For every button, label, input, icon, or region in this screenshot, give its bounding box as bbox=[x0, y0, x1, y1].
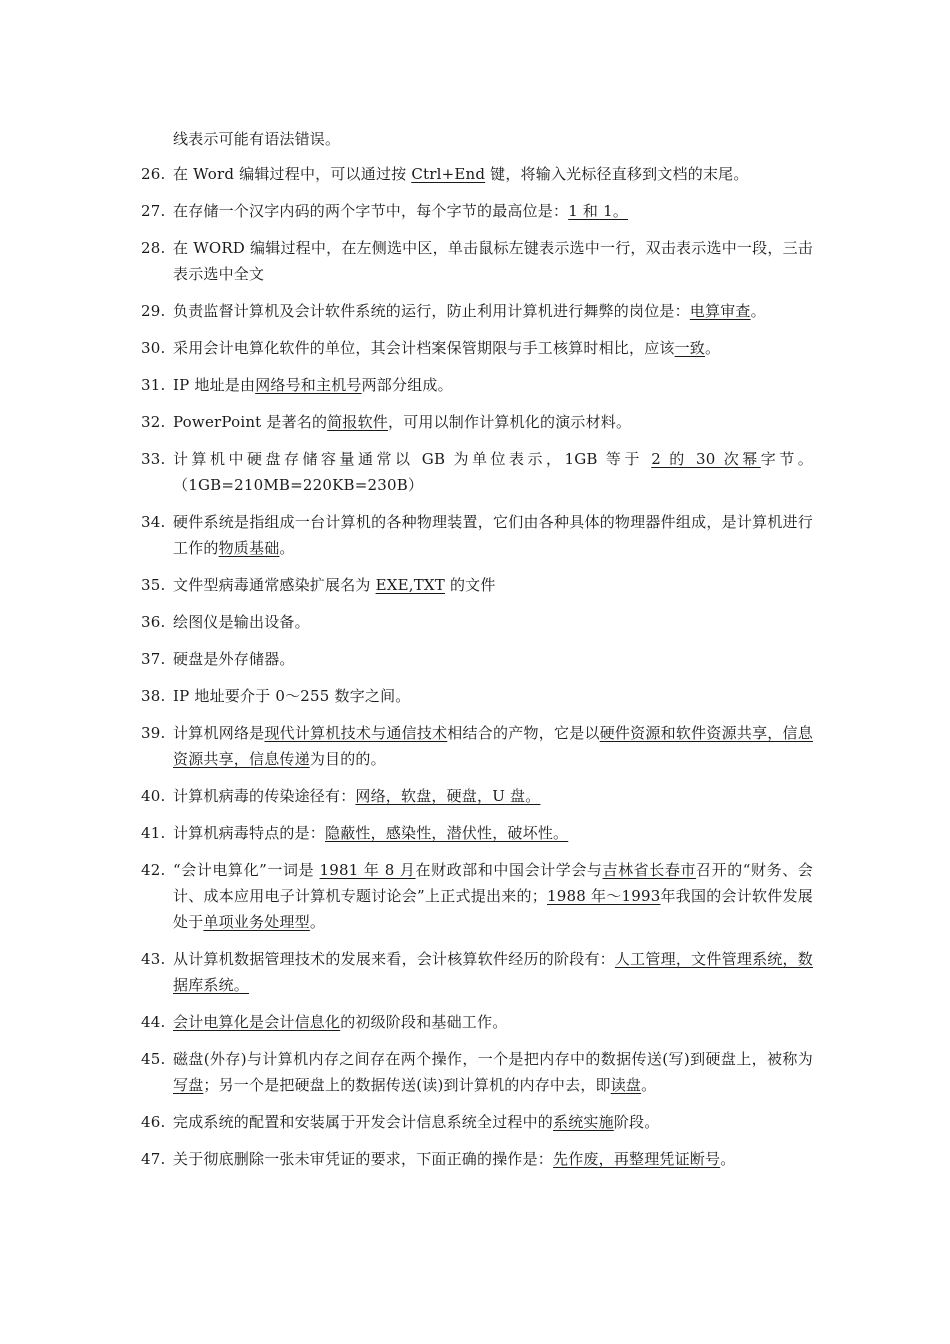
list-item bbox=[141, 946, 813, 998]
list-item bbox=[141, 335, 813, 361]
underlined-answer: 会计电算化是会计信息化 bbox=[173, 1013, 341, 1031]
item-text: 负责监督计算机及会计软件系统的运行，防止利用计算机进行舞弊的岗位是： bbox=[173, 302, 690, 320]
list-item bbox=[141, 572, 813, 598]
list-item bbox=[141, 1146, 813, 1172]
item-number: 47. bbox=[141, 1150, 166, 1168]
underlined-answer: 先作废，再整理凭证断号 bbox=[553, 1150, 721, 1168]
item-text: 。 bbox=[279, 539, 295, 557]
underlined-answer: 系统实施 bbox=[553, 1113, 614, 1131]
item-number: 37. bbox=[141, 650, 166, 668]
item-number: 32. bbox=[141, 413, 166, 431]
item-text: 计算机中硬盘存储容量通常以 GB 为单位表示，1GB 等于 bbox=[173, 450, 652, 468]
item-number: 36. bbox=[141, 613, 166, 631]
item-text: 计算机病毒的传染途径有： bbox=[173, 787, 356, 805]
list-item bbox=[141, 1109, 813, 1135]
list-item bbox=[141, 783, 813, 809]
item-text: 。 bbox=[750, 302, 766, 320]
underlined-answer: 写盘 bbox=[173, 1076, 204, 1094]
item-text: 相结合的产物，它是以 bbox=[447, 724, 600, 742]
underlined-answer: 硬件资源和软件资源共享，信息资源共享，信息传递 bbox=[173, 724, 813, 768]
underlined-answer: 1 和 1。 bbox=[568, 202, 629, 220]
list-item bbox=[141, 609, 813, 635]
item-number: 46. bbox=[141, 1113, 166, 1131]
item-text: 磁盘(外存)与计算机内存之间存在两个操作，一个是把内存中的数据传送(写)到硬盘上，被称为 bbox=[173, 1050, 813, 1068]
item-number: 42. bbox=[141, 861, 166, 879]
item-text: ；另一个是把硬盘上的数据传送(读)到计算机的内存中去，即 bbox=[203, 1076, 611, 1094]
item-text: 字节。（1GB=210MB=220KB=230B） bbox=[173, 450, 813, 494]
item-text: 的文件 bbox=[445, 576, 496, 594]
item-text: 阶段。 bbox=[613, 1113, 660, 1131]
underlined-answer: 人工管理，文件管理系统，数据库系统。 bbox=[173, 950, 813, 994]
item-number: 31. bbox=[141, 376, 166, 394]
item-text: 计算机病毒特点的是： bbox=[173, 824, 326, 842]
underlined-answer: 一致 bbox=[674, 339, 706, 357]
list-item bbox=[141, 235, 813, 287]
item-text: 为目的的。 bbox=[309, 750, 386, 768]
item-text: 年我国的会计软件发展处于 bbox=[173, 887, 813, 931]
item-text: 文件型病毒通常感染扩展名为 bbox=[173, 576, 376, 594]
list-item bbox=[141, 298, 813, 324]
item-number: 30. bbox=[141, 339, 166, 357]
underlined-answer: 电算审查 bbox=[689, 302, 751, 320]
item-number: 39. bbox=[141, 724, 166, 742]
item-number: 27. bbox=[141, 202, 166, 220]
list-item bbox=[141, 820, 813, 846]
item-text: “会计电算化”一词是 bbox=[173, 861, 320, 879]
item-text: 。 bbox=[720, 1150, 736, 1168]
item-text: 两部分组成。 bbox=[361, 376, 453, 394]
item-text: 完成系统的配置和安装属于开发会计信息系统全过程中的 bbox=[173, 1113, 554, 1131]
item-text: 关于彻底删除一张未审凭证的要求，下面正确的操作是： bbox=[173, 1150, 554, 1168]
underlined-answer: 1988 年～1993 bbox=[546, 887, 661, 905]
continuation-text: 线表示可能有语法错误。 bbox=[173, 130, 341, 148]
item-number: 35. bbox=[141, 576, 166, 594]
list-item bbox=[141, 198, 813, 224]
underlined-answer: Ctrl+End bbox=[411, 165, 486, 183]
underlined-answer: 2 的 30 次幂 bbox=[651, 450, 761, 468]
item-text: IP 地址要介于 0～255 数字之间。 bbox=[173, 687, 411, 705]
item-number: 43. bbox=[141, 950, 166, 968]
item-text: 计算机网络是 bbox=[173, 724, 265, 742]
item-number: 34. bbox=[141, 513, 166, 531]
item-text: 绘图仪是输出设备。 bbox=[173, 613, 310, 631]
item-number: 44. bbox=[141, 1013, 166, 1031]
item-number: 41. bbox=[141, 824, 166, 842]
underlined-answer: 简报软件 bbox=[327, 413, 388, 431]
item-text: 从计算机数据管理技术的发展来看，会计核算软件经历的阶段有： bbox=[173, 950, 615, 968]
list-item bbox=[141, 1046, 813, 1098]
list-item bbox=[141, 683, 813, 709]
item-number: 40. bbox=[141, 787, 166, 805]
underlined-answer: 网络号和主机号 bbox=[255, 376, 362, 394]
item-text: ，可用以制作计算机化的演示材料。 bbox=[388, 413, 632, 431]
underlined-answer: EXE,TXT bbox=[375, 576, 446, 594]
item-number: 33. bbox=[141, 450, 166, 468]
underlined-answer: 隐蔽性，感染性，潜伏性，破坏性。 bbox=[325, 824, 569, 842]
item-text: IP 地址是由 bbox=[173, 376, 256, 394]
item-text: 。 bbox=[705, 339, 721, 357]
item-text: 。 bbox=[641, 1076, 657, 1094]
item-text: 硬件系统是指组成一台计算机的各种物理装置，它们由各种具体的物理器件组成，是计算机进行工作的 bbox=[173, 513, 813, 557]
list-item bbox=[141, 409, 813, 435]
item-number: 45. bbox=[141, 1050, 166, 1068]
underlined-answer: 1981 年 8 月 bbox=[319, 861, 416, 879]
underlined-answer: 网络，软盘，硬盘，U 盘。 bbox=[355, 787, 541, 805]
item-text: 采用会计电算化软件的单位，其会计档案保管期限与手工核算时相比，应该 bbox=[173, 339, 675, 357]
item-number: 26. bbox=[141, 165, 166, 183]
list-item bbox=[141, 161, 813, 187]
underlined-answer: 吉林省长春市 bbox=[602, 861, 697, 879]
item-number: 38. bbox=[141, 687, 166, 705]
list-item bbox=[141, 720, 813, 772]
list-item bbox=[141, 509, 813, 561]
underlined-answer: 单项业务处理型 bbox=[203, 913, 310, 931]
item-number: 29. bbox=[141, 302, 166, 320]
item-text: 硬盘是外存储器。 bbox=[173, 650, 295, 668]
item-text: 在 Word 编辑过程中，可以通过按 bbox=[173, 165, 412, 183]
list-item bbox=[141, 857, 813, 935]
list-item bbox=[141, 1009, 813, 1035]
list-item bbox=[141, 372, 813, 398]
underlined-answer: 现代计算机技术与通信技术 bbox=[264, 724, 448, 742]
item-text: PowerPoint 是著名的 bbox=[173, 413, 328, 431]
item-number: 28. bbox=[141, 239, 166, 257]
item-text: 的初级阶段和基础工作。 bbox=[340, 1013, 508, 1031]
list-item bbox=[141, 646, 813, 672]
item-text: 在财政部和中国会计学会与 bbox=[415, 861, 603, 879]
item-text: 在 WORD 编辑过程中，在左侧选中区，单击鼠标左键表示选中一行，双击表示选中一段，三击表示选中全文 bbox=[173, 239, 813, 283]
item-text: 。 bbox=[309, 913, 326, 931]
list-item bbox=[141, 446, 813, 498]
underlined-answer: 读盘 bbox=[610, 1076, 642, 1094]
item-text: 键，将输入光标径直移到文档的末尾。 bbox=[485, 165, 749, 183]
underlined-answer: 物质基础 bbox=[218, 539, 280, 557]
item-text: 在存储一个汉字内码的两个字节中，每个字节的最高位是： bbox=[173, 202, 569, 220]
item-text: 召开的“财务、会计、成本应用电子计算机专题讨论会”上正式提出来的； bbox=[173, 861, 813, 905]
numbered-list bbox=[141, 161, 813, 1183]
